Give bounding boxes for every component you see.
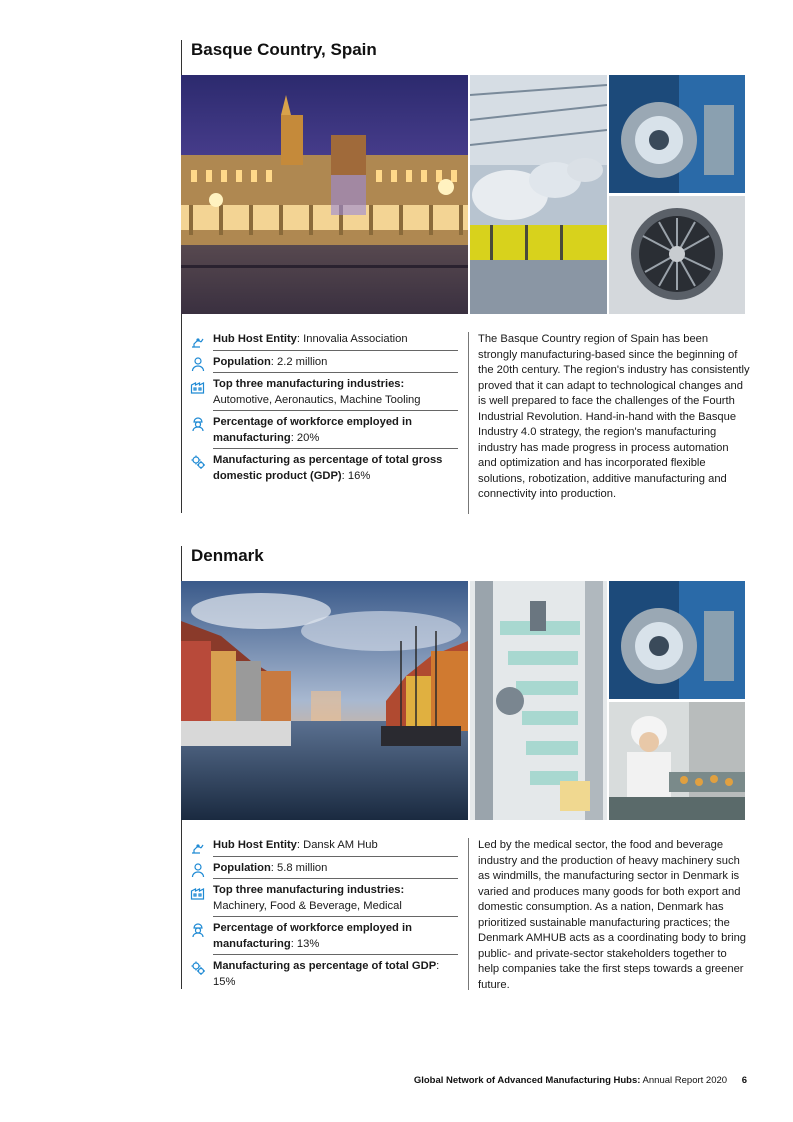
fact-label: Manufacturing as percentage of total gross domestic product (GDP) [213, 454, 443, 482]
factory-icon [190, 884, 206, 900]
gears-icon [190, 454, 206, 470]
fact-label: Population [213, 355, 271, 368]
section-title: Basque Country, Spain [191, 40, 377, 59]
denmark-machined-part-photo [609, 581, 745, 699]
robot-arm-icon [190, 839, 206, 855]
fact-label: Hub Host Entity [213, 333, 297, 345]
fact-value: 15% [213, 975, 236, 988]
basque-turbine-photo [609, 196, 745, 314]
fact-label: Percentage of workforce employed in manufacturing [213, 416, 412, 444]
robot-arm-icon [190, 333, 206, 349]
fact-value: Machinery, Food & Beverage, Medical [213, 899, 402, 912]
basque-main-photo [181, 75, 468, 314]
fact-value: Automotive, Aeronautics, Machine Tooling [213, 393, 421, 406]
section-description: Led by the medical sector, the food and beverage industry and the production of heavy machinery such as windmills, the manufacturing sector in Denmark is varied and produces many goods for both export and domestic consumption. As a nation, Denmark has prioritized sustainable manufacturing practices; the Denmark AMHUB acts as a coordinating body to bring public- and private-sector stakeholders together to help companies take the first steps towards a greener future. [478, 839, 747, 991]
fact-industries [190, 883, 458, 917]
fact-gdp: Manufacturing as percentage of total gross domestic product (GDP): 16% [190, 453, 458, 486]
footer-title: Global Network of Advanced Manufacturing Hubs: [413, 1075, 641, 1086]
fact-label: Manufacturing as percentage of total GDP [213, 960, 437, 972]
denmark-main-photo [181, 581, 468, 820]
column-rule [468, 838, 469, 990]
section-description: The Basque Country region of Spain has been strongly manufacturing-based since the beginning of the 20th century. The region's industry has consistently proved that it can adapt to technological changes and is well prepared to face the challenges of the Fourth Industrial Revolution. Hand-in-hand with the Basque Industry 4.0 strategy, the region's manufacturing industry has made progress in process automation and optimization and has incorporated flexible solutions, robotization, additive manufacturing and connectivity into production. [478, 333, 750, 500]
basque-machined-part-photo [609, 75, 745, 193]
fact-value: 16% [347, 469, 371, 482]
column-rule [468, 332, 469, 514]
fact-population: Population: 5.8 million [190, 861, 458, 880]
denmark-food-worker-photo [609, 702, 745, 820]
fact-population: Population: 2.2 million [190, 355, 458, 374]
fact-label: Top three manufacturing industries: [213, 884, 405, 896]
fact-hub-host: Hub Host Entity: Innovalia Association [190, 332, 458, 351]
section-title: Denmark [191, 546, 264, 565]
denmark-production-line-photo [470, 581, 607, 820]
fact-workforce: Percentage of workforce employed in manufacturing: 13% [190, 921, 458, 955]
page-footer [414, 1075, 747, 1086]
page-number: 6 [741, 1075, 747, 1086]
fact-value: Innovalia Association [303, 333, 408, 345]
fact-value: 2.2 million [277, 355, 328, 368]
fact-workforce: Percentage of workforce employed in manufacturing: 20% [190, 415, 458, 449]
fact-industries [190, 377, 458, 411]
person-icon [190, 356, 206, 372]
fact-value: 13% [296, 937, 320, 950]
fact-value: 5.8 million [277, 861, 328, 874]
fact-value: Dansk AM Hub [303, 839, 378, 851]
footer-subtitle: Annual Report 2020 [642, 1075, 728, 1086]
person-icon [190, 862, 206, 878]
fact-value: 20% [296, 431, 320, 444]
fact-hub-host: Hub Host Entity: Dansk AM Hub [190, 838, 458, 857]
worker-icon [190, 416, 206, 432]
gears-icon [190, 960, 206, 976]
factory-icon [190, 378, 206, 394]
fact-label: Population [213, 861, 271, 874]
fact-label: Hub Host Entity [213, 839, 297, 851]
worker-icon [190, 922, 206, 938]
fact-gdp: Manufacturing as percentage of total GDP: 15% [190, 959, 458, 992]
fact-label: Percentage of workforce employed in manufacturing [213, 922, 412, 950]
basque-assembly-line-photo [470, 75, 607, 314]
facts-list [190, 838, 458, 996]
facts-list [190, 332, 458, 490]
fact-label: Top three manufacturing industries: [213, 378, 405, 390]
